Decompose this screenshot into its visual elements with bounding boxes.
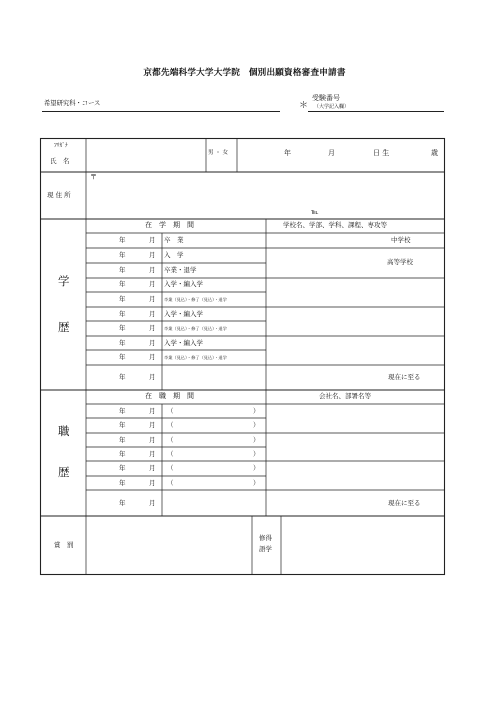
work-side-label-2: 歴 bbox=[58, 465, 70, 479]
edu-row-7-month: 月 bbox=[149, 324, 156, 332]
edu-row-9-month: 月 bbox=[149, 353, 156, 361]
document-title: 京都先端科学大学大学院 個別出願資格審査申請書 bbox=[143, 68, 346, 78]
address-label: 現 住 所 bbox=[47, 191, 71, 199]
work-row-1-year: 年 bbox=[119, 407, 126, 415]
edu-row-1-status: 卒 業 bbox=[164, 236, 184, 244]
edu-row-4-status: 入学・編入学 bbox=[164, 280, 203, 288]
course-label: 希望研究科・コース bbox=[44, 100, 101, 107]
edu-row-6-month: 月 bbox=[149, 310, 156, 318]
age-label: 歳 bbox=[431, 149, 438, 157]
edu-row-5-month: 月 bbox=[149, 295, 156, 303]
edu-row-4-year: 年 bbox=[119, 280, 126, 288]
edu-row-7-year: 年 bbox=[119, 324, 126, 332]
furigana-label: ﾌﾘｶﾞﾅ bbox=[54, 143, 68, 149]
edu-row-7-status: 卒業（見込）・修了（見込）・退学 bbox=[164, 326, 227, 331]
work-row-3-month: 月 bbox=[149, 436, 156, 444]
edu-row-2-year: 年 bbox=[119, 251, 126, 259]
birth-day-label: 日 生 bbox=[373, 149, 390, 157]
work-row-2-close: ） bbox=[253, 421, 260, 429]
junior-high-label: 中学校 bbox=[391, 236, 411, 244]
edu-row-8-month: 月 bbox=[149, 339, 156, 347]
work-row-3-year: 年 bbox=[119, 436, 126, 444]
work-row-4-open: （ bbox=[167, 450, 174, 458]
work-row-5-year: 年 bbox=[119, 464, 126, 472]
edu-row-2-status: 入 学 bbox=[164, 251, 184, 259]
work-row-5-month: 月 bbox=[149, 464, 156, 472]
edu-row-1-year: 年 bbox=[119, 236, 126, 244]
awards-label: 賞 罰 bbox=[54, 541, 74, 549]
education-school-header: 学校名、学部、学科、課程、専攻等 bbox=[283, 221, 387, 229]
high-school-label: 高等学校 bbox=[387, 258, 413, 266]
work-row-6-close: ） bbox=[253, 479, 260, 487]
edu-row-9-year: 年 bbox=[119, 353, 126, 361]
work-row-1-close: ） bbox=[253, 407, 260, 415]
edu-row-4-month: 月 bbox=[149, 280, 156, 288]
work-side-label-1: 職 bbox=[58, 424, 70, 438]
work-row-3-open: （ bbox=[167, 436, 174, 444]
edu-row-3-month: 月 bbox=[149, 266, 156, 274]
education-side-label-1: 学 bbox=[58, 274, 70, 288]
edu-row-1-month: 月 bbox=[149, 236, 156, 244]
tel-mark: ℡ bbox=[311, 208, 319, 216]
edu-row-10-year: 年 bbox=[119, 373, 126, 381]
birth-month-label: 月 bbox=[328, 149, 335, 157]
edu-row-5-year: 年 bbox=[119, 295, 126, 303]
edu-row-5-status: 卒業（見込）・修了（見込）・退学 bbox=[164, 297, 227, 302]
postal-mark: 〒 bbox=[90, 173, 97, 181]
exam-number-label: 受験番号 bbox=[312, 94, 340, 102]
birth-year-label: 年 bbox=[284, 149, 291, 157]
gender-options[interactable]: 男 ・ 女 bbox=[208, 150, 228, 156]
exam-number-note: （大学記入欄） bbox=[314, 104, 350, 110]
work-row-1-open: （ bbox=[167, 407, 174, 415]
education-side-label-2: 歴 bbox=[58, 320, 70, 334]
work-row-2-open: （ bbox=[167, 421, 174, 429]
work-row-5-open: （ bbox=[167, 464, 174, 472]
edu-row-3-status: 卒業・退学 bbox=[164, 266, 197, 274]
edu-row-10-month: 月 bbox=[149, 373, 156, 381]
edu-row-8-year: 年 bbox=[119, 339, 126, 347]
work-row-6-month: 月 bbox=[149, 479, 156, 487]
work-row-6-open: （ bbox=[167, 479, 174, 487]
work-company-header: 会社名、部署名等 bbox=[319, 392, 371, 400]
language-label-bottom: 語学 bbox=[259, 545, 272, 553]
work-row-4-month: 月 bbox=[149, 450, 156, 458]
work-row-6-year: 年 bbox=[119, 479, 126, 487]
work-row-3-close: ） bbox=[253, 436, 260, 444]
edu-row-2-month: 月 bbox=[149, 251, 156, 259]
work-row-7-year: 年 bbox=[119, 499, 126, 507]
work-row-4-close: ） bbox=[253, 450, 260, 458]
education-period-header: 在 学 期 間 bbox=[145, 221, 194, 229]
language-label-top: 修得 bbox=[259, 534, 272, 542]
edu-row-3-year: 年 bbox=[119, 266, 126, 274]
work-row-7-month: 月 bbox=[149, 499, 156, 507]
edu-row-8-status: 入学・編入学 bbox=[164, 339, 203, 347]
education-current-label: 現在に至る bbox=[388, 373, 421, 381]
edu-row-6-year: 年 bbox=[119, 310, 126, 318]
edu-row-9-status: 卒業（見込）・修了（見込）・退学 bbox=[164, 355, 227, 360]
work-row-1-month: 月 bbox=[149, 407, 156, 415]
work-row-5-close: ） bbox=[253, 464, 260, 472]
work-row-2-year: 年 bbox=[119, 421, 126, 429]
name-label: 氏 名 bbox=[50, 157, 70, 165]
work-period-header: 在 職 期 間 bbox=[145, 392, 194, 400]
exam-mark: ＊ bbox=[299, 101, 309, 111]
work-current-label: 現在に至る bbox=[388, 499, 421, 507]
work-row-4-year: 年 bbox=[119, 450, 126, 458]
work-row-2-month: 月 bbox=[149, 421, 156, 429]
edu-row-6-status: 入学・編入学 bbox=[164, 310, 203, 318]
